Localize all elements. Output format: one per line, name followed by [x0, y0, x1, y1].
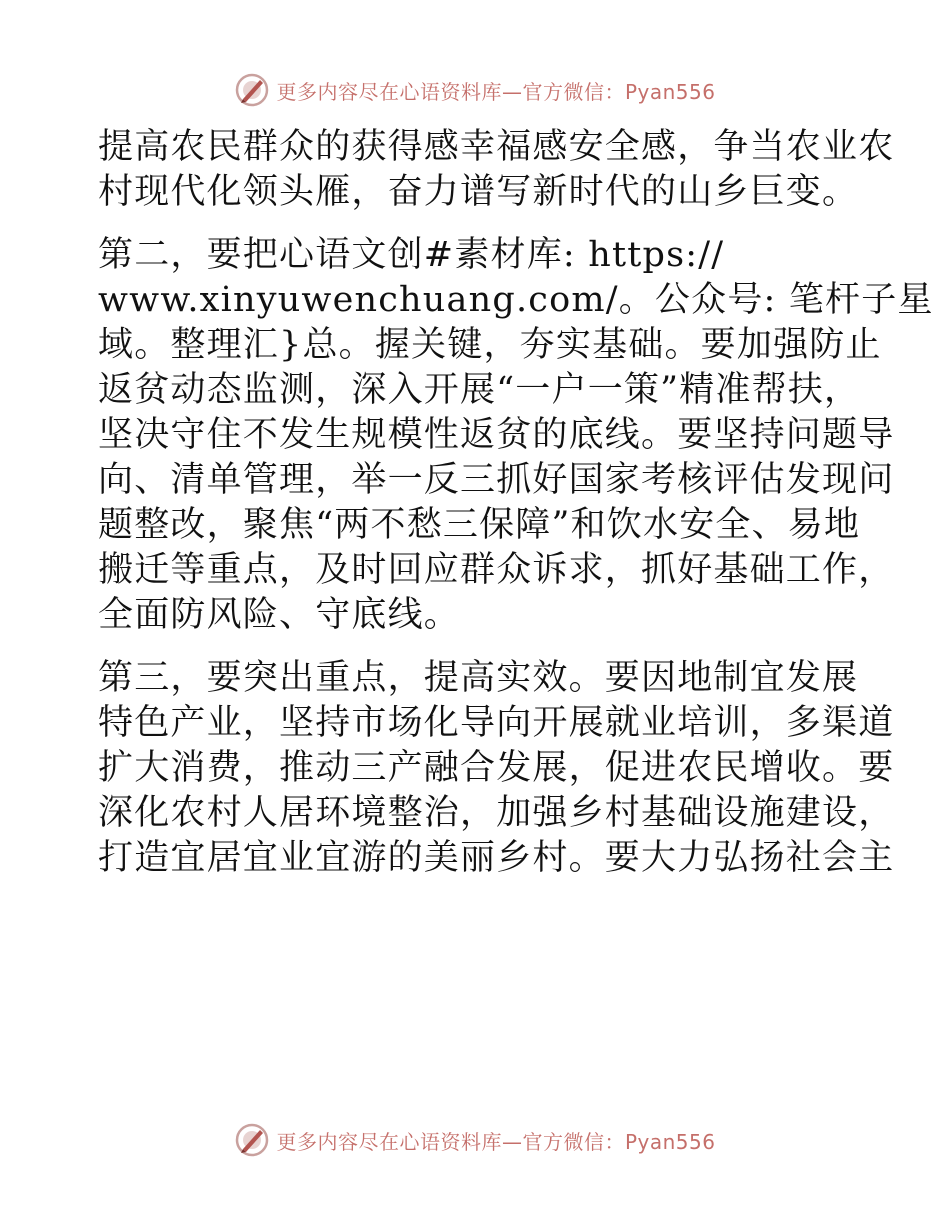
text-line: 特色产业，坚持市场化导向开展就业培训，多渠道: [98, 703, 895, 743]
text-line: 提高农民群众的获得感幸福感安全感，争当农业农: [98, 127, 895, 167]
paragraph: [98, 656, 895, 881]
text-line: 村现代化领头雁，奋力谱写新时代的山乡巨变。: [98, 172, 859, 212]
document-body: [98, 125, 934, 881]
watermark-text: 更多内容尽在心语资料库—官方微信：Pyan556: [276, 79, 716, 104]
text-line: 题整改，聚焦“两不愁三保障”和饮水安全、易地: [98, 505, 861, 545]
paragraph: [98, 233, 934, 638]
text-line: 坚决守住不发生规模性返贫的底线。要坚持问题导: [98, 415, 895, 455]
text-line: 打造宜居宜业宜游的美丽乡村。要大力弘扬社会主: [98, 838, 895, 878]
text-line: 第三，要突出重点，提高实效。要因地制宜发展: [98, 658, 859, 698]
text-line: 返贫动态监测，深入开展“一户一策”精准帮扶，: [98, 370, 861, 410]
pen-logo-icon: [234, 72, 270, 108]
text-line: 域。整理汇}总。握关键，夯实基础。要加强防止: [98, 325, 882, 365]
text-line: 深化农村人居环境整治，加强乡村基础设施建设，: [98, 793, 895, 833]
text-line: 全面防风险、守底线。: [98, 595, 461, 635]
text-line: 第二，要把心语文创#素材库: https://: [98, 235, 725, 275]
text-line: 向、清单管理，举一反三抓好国家考核评估发现问: [98, 460, 895, 500]
text-line: 扩大消费，推动三产融合发展，促进农民增收。要: [98, 748, 895, 788]
paragraph: [98, 125, 895, 215]
header-watermark: [0, 70, 950, 110]
watermark-text: 更多内容尽在心语资料库—官方微信：Pyan556: [276, 1129, 716, 1154]
footer-watermark: [0, 1120, 950, 1160]
text-line: 搬迁等重点，及时回应群众诉求，抓好基础工作，: [98, 550, 895, 590]
text-line: www.xinyuwenchuang.com/。公众号: 笔杆子星: [98, 280, 934, 320]
pen-logo-icon: [234, 1122, 270, 1158]
